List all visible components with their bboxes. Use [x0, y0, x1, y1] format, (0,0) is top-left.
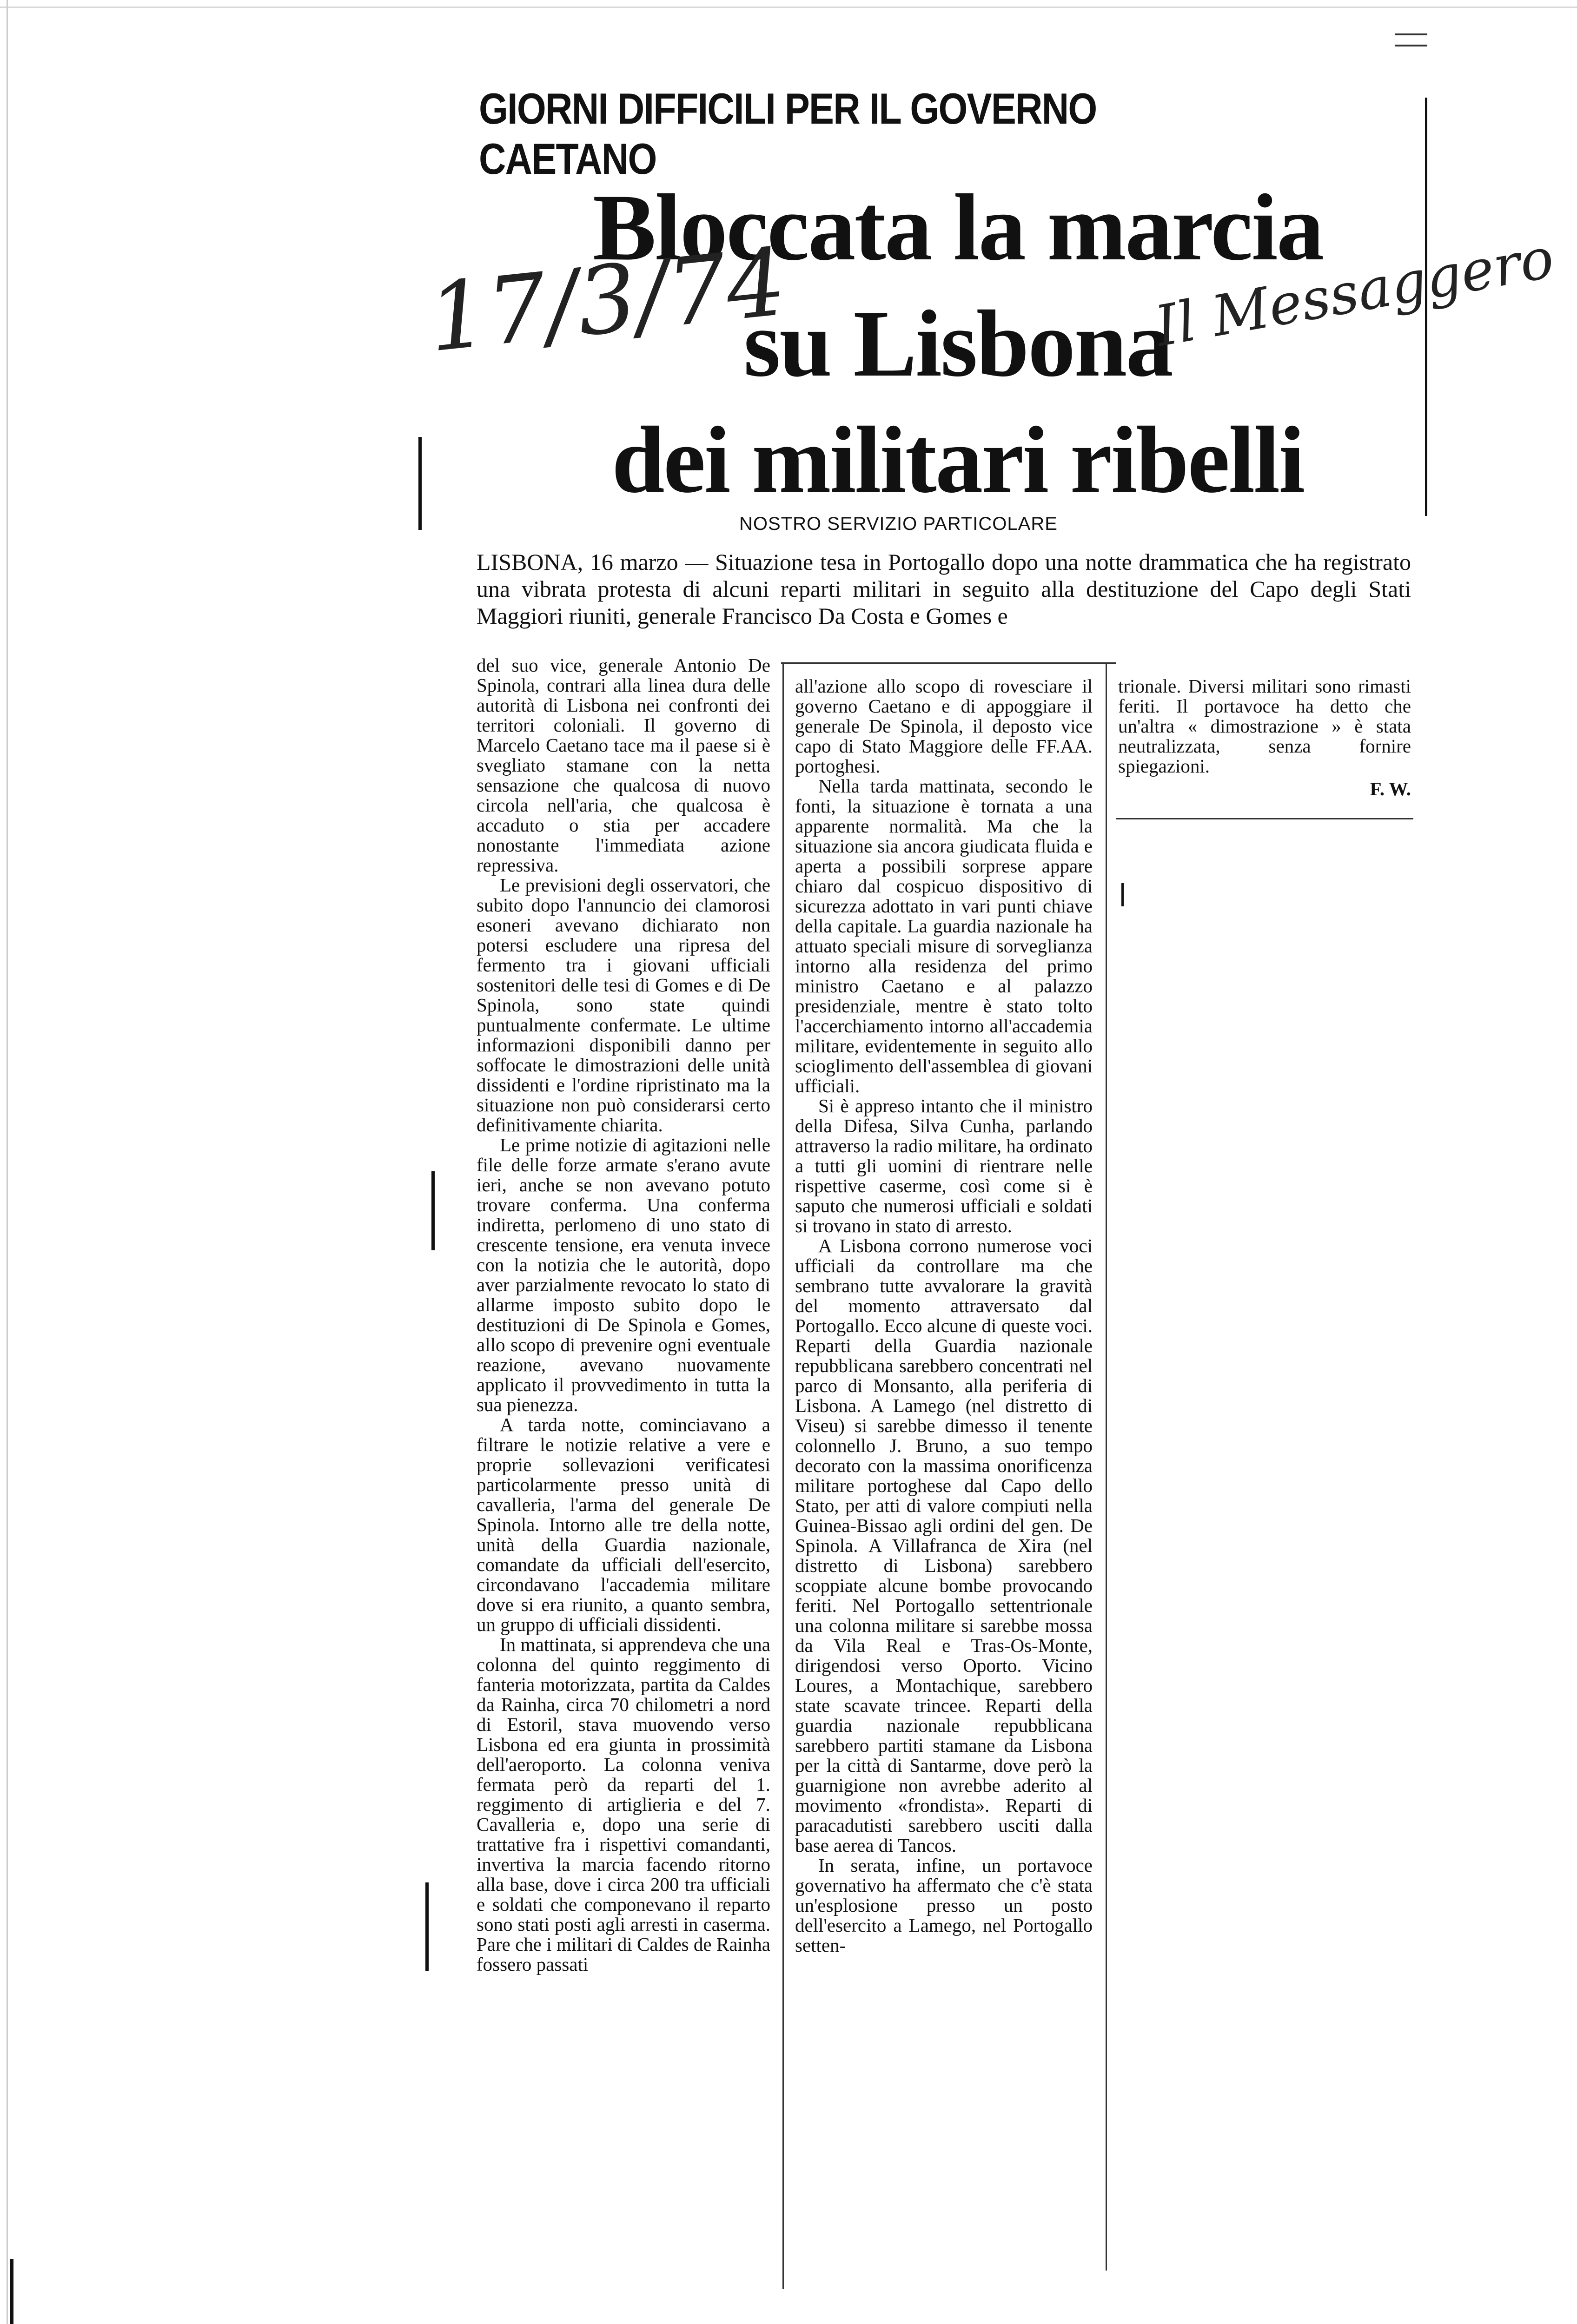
column-3	[1118, 676, 1411, 799]
scan-left-edge	[7, 0, 8, 2324]
handwritten-source: Il Messaggero	[1150, 225, 1559, 360]
margin-mark	[1121, 883, 1124, 906]
paragraph: In serata, infine, un portavoce governativo ha affermato che c'è stata un'esplosione presso un posto dell'esercito a Lamego, nel Portogallo setten-	[795, 1855, 1093, 1956]
article-kicker: GIORNI DIFFICILI PER IL GOVERNO CAETANO	[479, 84, 1097, 183]
headline-line: su Lisbona	[743, 291, 1172, 396]
margin-mark	[10, 2259, 13, 2324]
lead-paragraph: LISBONA, 16 marzo — Situazione tesa in Portogallo dopo una notte drammatica che ha registrato una vibrata protesta di alcuni reparti militari in seguito alla destituzione del Capo degli Stati Maggiori riuniti, generale Francisco Da Costa e Gomes e	[477, 549, 1411, 629]
handwritten-date: 17/3/74	[423, 228, 791, 373]
headline-line: dei militari ribelli	[611, 407, 1304, 513]
headline-line: Bloccata la marcia	[592, 175, 1323, 280]
paragraph: all'azione allo scopo di rovesciare il governo Caetano e di appoggiare il generale De Spinola, il deposto vice capo di Stato Maggiore delle FF.AA. portoghesi.	[795, 675, 1093, 777]
paragraph: In mattinata, si apprendeva che una colonna del quinto reggimento di fanteria motorizzata, partita da Caldes da Rainha, circa 70 chilometri a nord di Estoril, stava muovendo verso Lisbona ed era giunta in prossimità dell'aeroporto. La colonna veniva fermata però da reparti del 1. reggimento di artiglieria e del 7. Cavalleria e, dopo una serie di trattative fra i rispettivi comandanti, invertiva la marcia facendo ritorno alla base, dove i circa 200 tra ufficiali e soldati che componevano il reparto sono stati posti agli arresti in caserma. Pare che i militari di Caldes de Rainha fossero passati	[477, 1634, 770, 1975]
service-line: NOSTRO SERVIZIO PARTICOLARE	[739, 514, 1058, 534]
column-rule	[782, 662, 784, 2289]
margin-mark	[425, 1882, 429, 1971]
margin-mark	[431, 1171, 435, 1250]
margin-mark	[418, 437, 422, 530]
column-1	[477, 655, 770, 1974]
author-signature: F. W.	[1370, 778, 1411, 799]
paragraph: Le prime notizie di agitazioni nelle file delle forze armate s'erano avute ieri, anche se non avevano potuto trovare conferma. Una conferma indiretta, perlomeno di uno stato di crescente tensione, era venuta invece con la notizia che le autorità, dopo aver parzialmente revocato lo stato di allarme imposto subito dopo le destituzioni di De Spinola e Gomes, allo scopo di prevenire ogni eventuale reazione, avevano nuovamente applicato il provvedimento in tutta la sua pienezza.	[477, 1134, 770, 1415]
column-rule	[1106, 662, 1107, 2271]
paragraph: del suo vice, generale Antonio De Spinola, contrari alla linea dura delle autorità di Lisbona nei confronti dei territori coloniali. Il governo di Marcelo Caetano tace ma il paese si è svegliato stamane con la netta sensazione che qualcosa di nuovo circola nell'aria, che qualcosa è accaduto o stia per accadere nonostante l'immediata azione repressiva.	[477, 654, 770, 876]
column-2	[795, 676, 1093, 1955]
column-rule-top	[781, 662, 1116, 664]
paragraph: A tarda notte, cominciavano a filtrare le notizie relative a vere e proprie sollevazioni verificatesi particolarmente presso unità di cavalleria, l'arma del generale De Spinola. Intorno alle tre della notte, unità della Guardia nazionale, comandate da ufficiali dell'esercito, circondavano l'accademia militare dove si era riunito, a quanto sembra, un gruppo di ufficiali dissidenti.	[477, 1414, 770, 1635]
paragraph: Le previsioni degli osservatori, che subito dopo l'annuncio dei clamorosi esoneri avevano dichiarato non potersi escludere una ripresa del fermento tra i giovani ufficiali sostenitori delle tesi di Gomes e di De Spinola, sono state quindi puntualmente confermate. Le ultime informazioni disponibili danno per soffocate le dimostrazioni delle unità dissidenti e l'ordine ripristinato ma la situazione non può considerarsi certo definitivamente chiarita.	[477, 874, 770, 1136]
corner-marks	[1395, 33, 1427, 56]
paragraph: Nella tarda mattinata, secondo le fonti, la situazione è tornata a una apparente normalità. Ma che la situazione sia ancora giudicata fluida e aperta a possibili sorprese appare chiaro dal cospicuo dispositivo di sicurezza adottato in vari punti chiave della capitale. La guardia nazionale ha attuato speciali misure di sorveglianza intorno alla residenza del primo ministro Caetano e al palazzo presidenziale, mentre è stato tolto l'accerchiamento intorno all'accademia militare, evidentemente in seguito allo scioglimento dell'assemblea di giovani ufficiali.	[795, 775, 1093, 1096]
paragraph: Si è appreso intanto che il ministro della Difesa, Silva Cunha, parlando attraverso la radio militare, ha ordinato a tutti gli uomini di rientrare nelle rispettive caserme, così come si è saputo che numerosi ufficiali e soldati si trovano in stato di arresto.	[795, 1095, 1093, 1236]
paragraph: A Lisbona corrono numerose voci ufficiali da controllare ma che sembrano tutte avvalorare la gravità del momento attraversato dal Portogallo. Ecco alcune di queste voci. Reparti della Guardia nazionale repubblicana sarebbero concentrati nel parco di Monsanto, alla periferia di Lisbona. A Lamego (nel distretto di Viseu) si sarebbe dimesso il tenente colonnello J. Bruno, a suo tempo decorato con la massima onorificenza militare portoghese dal Capo dello Stato, per atti di valore compiuti nella Guinea-Bissao agli ordini del gen. De Spinola. A Villafranca de Xira (nel distretto di Lisbona) sarebbero scoppiate alcune bombe provocando feriti. Nel Portogallo settentrionale una colonna militare si sarebbe mossa da Vila Real e Tras-Os-Monte, dirigendosi verso Oporto. Vicino Loures, a Montachique, sarebbero state scavate trincee. Reparti della guardia nazionale repubblicana sarebbero partiti stamane da Lisbona per la città di Santarme, dove però la guarnigione non avrebbe aderito al movimento «frondista». Reparti di paracadutisti sarebbero usciti dalla base aerea di Tancos.	[795, 1235, 1093, 1856]
column-rule-end	[1116, 818, 1413, 819]
scan-top-edge	[0, 7, 1577, 8]
paragraph: trionale. Diversi militari sono rimasti feriti. Il portavoce ha detto che un'altra « dimostrazione » è stata neutralizzata, senza fornire spiegazioni.	[1118, 675, 1411, 777]
